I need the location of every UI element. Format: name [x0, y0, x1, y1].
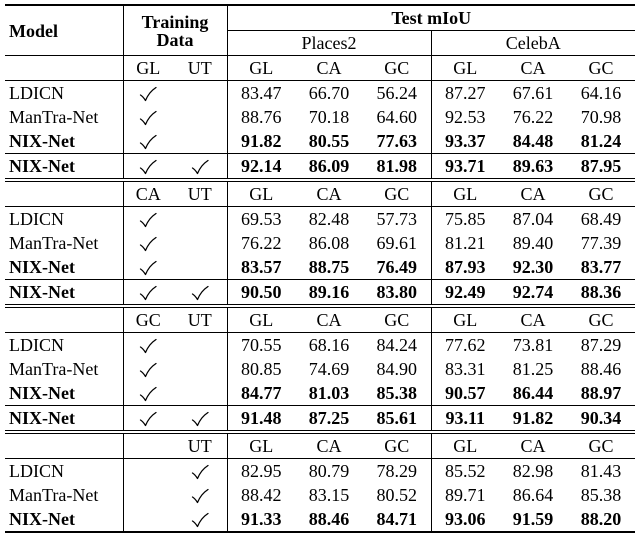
places2-gc-value: 84.24 [363, 333, 431, 358]
places2-ca-value: 86.09 [295, 154, 363, 181]
table-row [5, 154, 635, 181]
celeba-ca-value: 82.98 [512, 461, 554, 481]
checkmark-icon [139, 236, 157, 252]
celeba-gl-value: 87.27 [445, 83, 486, 103]
table-row [5, 129, 635, 154]
train-check-2 [173, 280, 227, 307]
train-check-1 [123, 357, 173, 381]
metric-header-gl: GL [227, 306, 295, 333]
metric-header-gc: GC [363, 56, 431, 81]
metric-header-gl: GL [227, 56, 295, 81]
section-header-row [5, 306, 635, 333]
train-check-2 [173, 129, 227, 154]
celeba-gc-value: 64.16 [580, 83, 622, 103]
celeba-gc-value: 77.39 [580, 233, 622, 253]
training-data-header [123, 5, 227, 56]
celeba-gl-value: 85.52 [445, 461, 486, 481]
places2-gc-value: 76.49 [363, 255, 431, 280]
metric-header-ca: CA [499, 306, 567, 333]
section-header-row [5, 432, 635, 459]
train-check-1 [123, 129, 173, 154]
table-row [5, 406, 635, 433]
model-name: LDICN [5, 333, 123, 358]
places2-ca-value: 80.79 [308, 461, 350, 481]
metric-header-gl: GL [227, 180, 295, 207]
train-check-2 [173, 381, 227, 406]
train-check-2 [173, 406, 227, 433]
places2-ca-value: 70.18 [308, 107, 350, 127]
checkmark-icon [139, 86, 157, 102]
places2-gl-value: 91.82 [241, 131, 282, 151]
places2-gc-value: 84.71 [363, 507, 431, 532]
train-check-1 [123, 507, 173, 532]
places2-ca-value: 66.70 [308, 83, 350, 103]
celeba-gc-value: 88.36 [567, 280, 635, 307]
metric-header-gc: GC [363, 306, 431, 333]
train-check-1 [123, 459, 173, 484]
places2-ca-value: 74.69 [308, 359, 350, 379]
table-row [5, 81, 635, 106]
celeba-ca-value: 73.81 [512, 335, 554, 355]
places2-gl-value: 82.95 [241, 461, 282, 481]
train-check-2 [173, 333, 227, 358]
celeba-gc-value: 68.49 [580, 209, 622, 229]
places2-gc-value: 77.63 [363, 129, 431, 154]
places2-gl-value: 90.50 [227, 280, 295, 307]
table-row [5, 483, 635, 507]
checkmark-icon [139, 338, 157, 354]
places2-ca-value: 68.16 [308, 335, 350, 355]
places2-gl-value: 91.33 [227, 507, 295, 532]
train-check-1 [123, 231, 173, 255]
empty-cell [5, 180, 123, 207]
celeba-gc-value: 90.34 [567, 406, 635, 433]
checkmark-icon [139, 362, 157, 378]
metric-header-gc: GC [567, 180, 635, 207]
checkmark-icon [139, 411, 157, 427]
celeba-ca-value: 91.82 [499, 406, 567, 433]
train-col-1: CA [123, 180, 173, 207]
model-name: LDICN [5, 459, 123, 484]
model-name: LDICN [5, 207, 123, 232]
celeba-gc-value: 88.46 [580, 359, 622, 379]
celeba-gl-value: 92.53 [445, 107, 486, 127]
celeba-gl-value: 81.21 [445, 233, 486, 253]
places2-gc-value: 64.60 [363, 105, 431, 129]
celeba-gl-value: 77.62 [445, 335, 486, 355]
celeba-gl-value: 93.71 [431, 154, 499, 181]
celeba-ca-value: 91.59 [499, 507, 567, 532]
celeba-gc-value: 87.95 [567, 154, 635, 181]
train-check-1 [123, 381, 173, 406]
metric-header-gl: GL [431, 306, 499, 333]
table-row [5, 255, 635, 280]
model-name: ManTra-Net [5, 231, 123, 255]
places2-gc-value: 84.90 [363, 357, 431, 381]
section-header-row [5, 180, 635, 207]
celeba-gl-value: 83.31 [445, 359, 486, 379]
train-col-1: GL [123, 56, 173, 81]
train-col-2: UT [173, 56, 227, 81]
celeba-ca-value: 84.48 [512, 131, 554, 151]
places2-ca-value: 89.16 [295, 280, 363, 307]
places2-gl-value: 88.76 [241, 107, 282, 127]
checkmark-icon [191, 488, 209, 504]
celeba-gl-value: 93.06 [431, 507, 499, 532]
checkmark-icon [191, 159, 209, 175]
checkmark-icon [139, 260, 157, 276]
checkmark-icon [191, 464, 209, 480]
celeba-gc-value: 88.20 [567, 507, 635, 532]
places2-ca-value: 80.55 [308, 131, 350, 151]
celeba-gc-value: 81.24 [580, 131, 622, 151]
celeba-ca-value: 67.61 [512, 83, 554, 103]
table-row [5, 507, 635, 532]
checkmark-icon [139, 386, 157, 402]
places2-ca-value: 88.46 [295, 507, 363, 532]
train-check-2 [173, 105, 227, 129]
model-name: NIX-Net [5, 406, 123, 433]
places2-ca-value: 82.48 [308, 209, 350, 229]
celeba-ca-value: 81.25 [512, 359, 554, 379]
metric-header-ca: CA [499, 432, 567, 459]
model-name: NIX-Net [5, 507, 123, 532]
celeba-ca-value: 92.74 [499, 280, 567, 307]
train-check-1 [123, 280, 173, 307]
train-check-2 [173, 207, 227, 232]
places2-gc-value: 85.38 [363, 381, 431, 406]
train-check-2 [173, 81, 227, 106]
train-check-1 [123, 154, 173, 181]
metric-header-gl: GL [431, 432, 499, 459]
train-check-2 [173, 231, 227, 255]
train-check-2 [173, 459, 227, 484]
places2-ca-value: 81.03 [308, 383, 350, 403]
table-row [5, 280, 635, 307]
train-check-1 [123, 255, 173, 280]
training-data-header-line2: Data [156, 29, 194, 50]
celeba-gl-value: 93.37 [445, 131, 486, 151]
checkmark-icon [191, 512, 209, 528]
table-row [5, 357, 635, 381]
section-header-row [5, 56, 635, 81]
celeba-gc-value: 88.97 [580, 383, 622, 403]
empty-cell [5, 56, 123, 81]
celeba-ca-value: 86.64 [512, 485, 554, 505]
celeba-gl-value: 90.57 [445, 383, 486, 403]
results-table [5, 4, 635, 533]
train-check-1 [123, 483, 173, 507]
places2-gl-value: 80.85 [241, 359, 282, 379]
table-row [5, 105, 635, 129]
celeba-ca-value: 89.63 [499, 154, 567, 181]
celeba-gl-value: 87.93 [445, 257, 486, 277]
checkmark-icon [191, 411, 209, 427]
places2-gl-value: 70.55 [241, 335, 282, 355]
table-row [5, 381, 635, 406]
train-col-2: UT [173, 306, 227, 333]
table-row [5, 231, 635, 255]
model-name: NIX-Net [5, 255, 123, 280]
model-name: NIX-Net [5, 154, 123, 181]
metric-header-ca: CA [499, 56, 567, 81]
table-row [5, 333, 635, 358]
model-name: ManTra-Net [5, 483, 123, 507]
model-name: NIX-Net [5, 129, 123, 154]
training-data-header-line1: Training [141, 11, 209, 32]
places2-gl-value: 84.77 [241, 383, 282, 403]
places2-gc-value: 78.29 [363, 459, 431, 484]
places2-gc-value: 83.80 [363, 280, 431, 307]
checkmark-icon [139, 212, 157, 228]
train-check-2 [173, 357, 227, 381]
places2-gl-value: 91.48 [227, 406, 295, 433]
metric-header-gc: GC [567, 56, 635, 81]
places2-ca-value: 88.75 [308, 257, 350, 277]
train-check-2 [173, 483, 227, 507]
places2-gc-value: 80.52 [363, 483, 431, 507]
metric-header-ca: CA [295, 180, 363, 207]
model-name: NIX-Net [5, 280, 123, 307]
test-miou-header: Test mIoU [227, 5, 635, 31]
places2-gl-value: 83.57 [241, 257, 282, 277]
places2-gc-value: 57.73 [363, 207, 431, 232]
celeba-ca-value: 92.30 [512, 257, 554, 277]
train-col-2: UT [173, 180, 227, 207]
metric-header-gc: GC [363, 180, 431, 207]
checkmark-icon [191, 285, 209, 301]
metric-header-gl: GL [431, 180, 499, 207]
train-check-2 [173, 154, 227, 181]
empty-cell [5, 306, 123, 333]
train-check-1 [123, 105, 173, 129]
celeba-gc-value: 83.77 [580, 257, 622, 277]
model-header: Model [5, 5, 123, 56]
train-col-1: GC [123, 306, 173, 333]
metric-header-gc: GC [363, 432, 431, 459]
model-name: NIX-Net [5, 381, 123, 406]
celeba-gl-value: 92.49 [431, 280, 499, 307]
places2-gl-value: 92.14 [227, 154, 295, 181]
celeba-ca-value: 89.40 [512, 233, 554, 253]
celeba-gl-value: 93.11 [431, 406, 499, 433]
checkmark-icon [139, 159, 157, 175]
celeba-gl-value: 89.71 [445, 485, 486, 505]
places2-gl-value: 69.53 [241, 209, 282, 229]
train-check-1 [123, 81, 173, 106]
places2-gc-value: 85.61 [363, 406, 431, 433]
checkmark-icon [139, 285, 157, 301]
checkmark-icon [139, 134, 157, 150]
metric-header-gc: GC [567, 432, 635, 459]
celeba-gc-value: 81.43 [580, 461, 622, 481]
table-row [5, 207, 635, 232]
metric-header-gc: GC [567, 306, 635, 333]
celeba-gc-value: 70.98 [580, 107, 622, 127]
metric-header-ca: CA [499, 180, 567, 207]
train-check-1 [123, 406, 173, 433]
checkmark-icon [139, 110, 157, 126]
places2-gc-value: 69.61 [363, 231, 431, 255]
places2-gl-value: 76.22 [241, 233, 282, 253]
celeba-ca-value: 87.04 [512, 209, 554, 229]
celeba-gl-value: 75.85 [445, 209, 486, 229]
metric-header-ca: CA [295, 432, 363, 459]
model-name: LDICN [5, 81, 123, 106]
celeba-gc-value: 85.38 [580, 485, 622, 505]
celeba-ca-value: 76.22 [512, 107, 554, 127]
places2-ca-value: 86.08 [308, 233, 350, 253]
places2-gc-value: 56.24 [363, 81, 431, 106]
metric-header-gl: GL [431, 56, 499, 81]
empty-cell [5, 432, 123, 459]
places2-header: Places2 [227, 31, 431, 56]
table-row [5, 459, 635, 484]
train-check-1 [123, 207, 173, 232]
places2-gl-value: 88.42 [241, 485, 282, 505]
metric-header-ca: CA [295, 56, 363, 81]
train-check-2 [173, 507, 227, 532]
train-col-2: UT [173, 432, 227, 459]
model-name: ManTra-Net [5, 357, 123, 381]
celeba-gc-value: 87.29 [580, 335, 622, 355]
places2-ca-value: 83.15 [308, 485, 350, 505]
celeba-header: CelebA [431, 31, 635, 56]
places2-ca-value: 87.25 [295, 406, 363, 433]
places2-gc-value: 81.98 [363, 154, 431, 181]
train-check-1 [123, 333, 173, 358]
celeba-ca-value: 86.44 [512, 383, 554, 403]
train-col-1 [123, 432, 173, 459]
metric-header-gl: GL [227, 432, 295, 459]
model-name: ManTra-Net [5, 105, 123, 129]
places2-gl-value: 83.47 [241, 83, 282, 103]
train-check-2 [173, 255, 227, 280]
metric-header-ca: CA [295, 306, 363, 333]
